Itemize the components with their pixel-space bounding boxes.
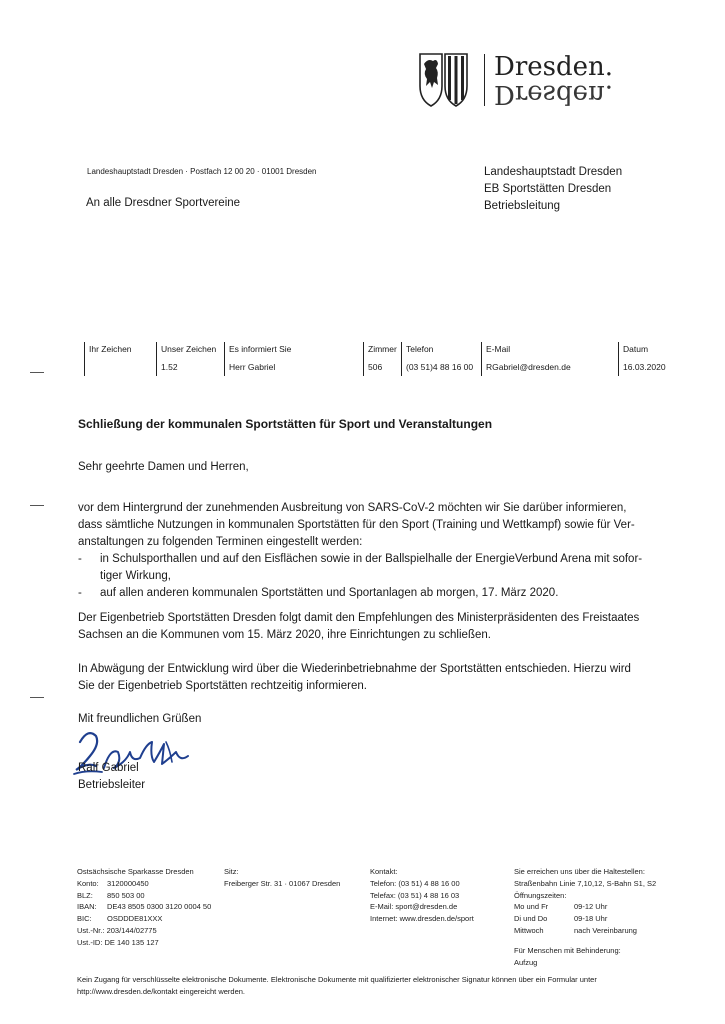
reference-info-row <box>84 342 684 376</box>
footer-hours-row: Mo und Fr 09-12 Uhr <box>514 902 608 912</box>
sender-line-3: Betriebsleitung <box>484 200 561 212</box>
footer-ust-nr: Ust.-Nr.: 203/144/02775 <box>77 925 157 935</box>
zimmer-label: Zimmer <box>368 344 397 354</box>
bullet-line: in Schulsporthallen und auf den Eisflächen sowie in der Ballspielhalle der EnergieVerbund Arena mit sofor- <box>100 553 643 565</box>
paragraph-1 <box>78 500 688 602</box>
paragraph-3-line: In Abwägung der Entwicklung wird über die Wiederinbetriebnahme der Sportstätten entschieden. Hierzu wird <box>78 663 631 675</box>
footer-haltestellen-title: Sie erreichen uns über die Haltestellen: <box>514 867 645 876</box>
footer-hours-row: Mittwoch nach Vereinbarung <box>514 925 637 935</box>
signer-name: Ralf Gabriel <box>78 762 139 774</box>
footer-legal-notice <box>77 974 677 998</box>
footer-disabled-value: Aufzug <box>514 957 538 967</box>
informiert-cell <box>224 342 364 376</box>
letter-subject: Schließung der kommunalen Sportstätten für Sport und Veranstaltungen <box>78 417 493 431</box>
paragraph-1-line: dass sämtliche Nutzungen in kommunalen Sportstätten für den Sport (Training und Wettkampf) sowie für Ver- <box>78 519 635 531</box>
sender-line-1: Landeshauptstadt Dresden <box>484 166 623 178</box>
footer-kontakt-email: E-Mail: sport@dresden.de <box>370 902 458 912</box>
footer-bank-row: Konto: 3120000450 <box>77 878 149 888</box>
paragraph-1-line: vor dem Hintergrund der zunehmenden Ausbreitung von SARS-CoV-2 möchten wir Sie darüber informieren, <box>78 502 627 514</box>
paragraph-2-line: Der Eigenbetrieb Sportstätten Dresden folgt damit den Empfehlungen des Ministerpräsidenten des Freistaates <box>78 612 640 624</box>
email-label: E-Mail <box>486 344 511 354</box>
footer-kontakt-fax: Telefax: (03 51) 4 88 16 03 <box>370 890 460 900</box>
fold-mark <box>30 372 44 373</box>
sender-return-address: Landeshauptstadt Dresden · Postfach 12 00 20 · 01001 Dresden <box>87 167 317 176</box>
ihr-zeichen-cell <box>84 342 156 376</box>
footer-bank-row: BLZ: 850 503 00 <box>77 890 145 900</box>
paragraph-1-line: anstaltungen zu folgenden Terminen eingestellt werden: <box>78 536 363 548</box>
bullet-line: auf allen anderen kommunalen Sportstätten und Sportanlagen ab morgen, 17. März 2020. <box>100 587 559 599</box>
footer-transit-line: Straßenbahn Linie 7,10,12, S-Bahn S1, S2 <box>514 878 657 888</box>
logo-separator <box>484 54 485 106</box>
ihr-zeichen-label: Ihr Zeichen <box>89 344 132 354</box>
footer-ust-id: Ust.-ID: DE 140 135 127 <box>77 937 159 947</box>
unser-zeichen-label: Unser Zeichen <box>161 344 217 354</box>
bullet-item <box>78 551 688 585</box>
footer-legal-line: Kein Zugang für verschlüsselte elektronische Dokumente. Elektronische Dokumente mit qualifizierter elektronischer Signatur können über ein Formular unter <box>77 975 597 984</box>
telefon-cell <box>401 342 483 376</box>
paragraph-3-line: Sie der Eigenbetrieb Sportstätten rechtzeitig informieren. <box>78 680 367 692</box>
unser-zeichen-value: 1.52 <box>161 362 178 372</box>
footer-bank <box>77 866 211 949</box>
email-value: RGabriel@dresden.de <box>486 362 571 372</box>
footer-disabled-title: Für Menschen mit Behinderung: <box>514 945 621 955</box>
email-cell <box>481 342 620 376</box>
datum-value: 16.03.2020 <box>623 362 666 372</box>
logo-wordmark: Dresden. <box>494 52 614 82</box>
dresden-coat-of-arms-icon <box>418 52 470 110</box>
bullet-dash: - <box>78 587 82 599</box>
footer-bank-row: BIC: OSDDDE81XXX <box>77 914 163 924</box>
footer-kontakt <box>370 866 474 925</box>
fold-mark <box>30 505 44 506</box>
signer-role: Betriebsleiter <box>78 779 146 791</box>
footer-hours-row: Di und Do 09-18 Uhr <box>514 914 608 924</box>
footer-haltestellen <box>514 866 656 968</box>
footer-kontakt-title: Kontakt: <box>370 867 398 876</box>
footer-sitz-address: Freiberger Str. 31 · 01067 Dresden <box>224 878 341 888</box>
footer-legal-line: http://www.dresden.de/kontakt eingereicht werden. <box>77 986 246 996</box>
closing: Mit freundlichen Grüßen <box>78 713 202 725</box>
unser-zeichen-cell <box>156 342 224 376</box>
paragraph-3 <box>78 661 688 695</box>
zimmer-cell <box>363 342 403 376</box>
sender-line-2: EB Sportstätten Dresden <box>484 183 612 195</box>
footer-bank-row: IBAN: DE43 8505 0300 3120 0004 50 <box>77 902 212 912</box>
paragraph-2-line: Sachsen an die Kommunen vom 15. März 2020, ihre Einrichtungen zu schließen. <box>78 629 491 641</box>
bullet-item <box>78 585 688 602</box>
telefon-value: (03 51)4 88 16 00 <box>406 362 474 372</box>
bullet-line: tiger Wirkung, <box>100 570 171 582</box>
recipient: An alle Dresdner Sportvereine <box>86 197 241 209</box>
datum-cell <box>618 342 682 376</box>
footer-kontakt-phone: Telefon: (03 51) 4 88 16 00 <box>370 878 460 888</box>
telefon-label: Telefon <box>406 344 434 354</box>
footer-kontakt-internet: Internet: www.dresden.de/sport <box>370 914 474 924</box>
footer-sitz-title: Sitz: <box>224 867 239 876</box>
footer-bank-title: Ostsächsische Sparkasse Dresden <box>77 867 194 876</box>
bullet-dash: - <box>78 553 82 565</box>
paragraph-2 <box>78 610 688 644</box>
sender-block <box>484 164 622 215</box>
logo-wordmark-mirror: Dresden. <box>494 79 614 109</box>
footer-hours-title: Öffnungszeiten: <box>514 890 567 900</box>
footer-sitz <box>224 866 340 890</box>
fold-mark <box>30 697 44 698</box>
salutation: Sehr geehrte Damen und Herren, <box>78 461 249 473</box>
informiert-value: Herr Gabriel <box>229 362 276 372</box>
informiert-label: Es informiert Sie <box>229 344 292 354</box>
datum-label: Datum <box>623 344 649 354</box>
zimmer-value: 506 <box>368 362 383 372</box>
